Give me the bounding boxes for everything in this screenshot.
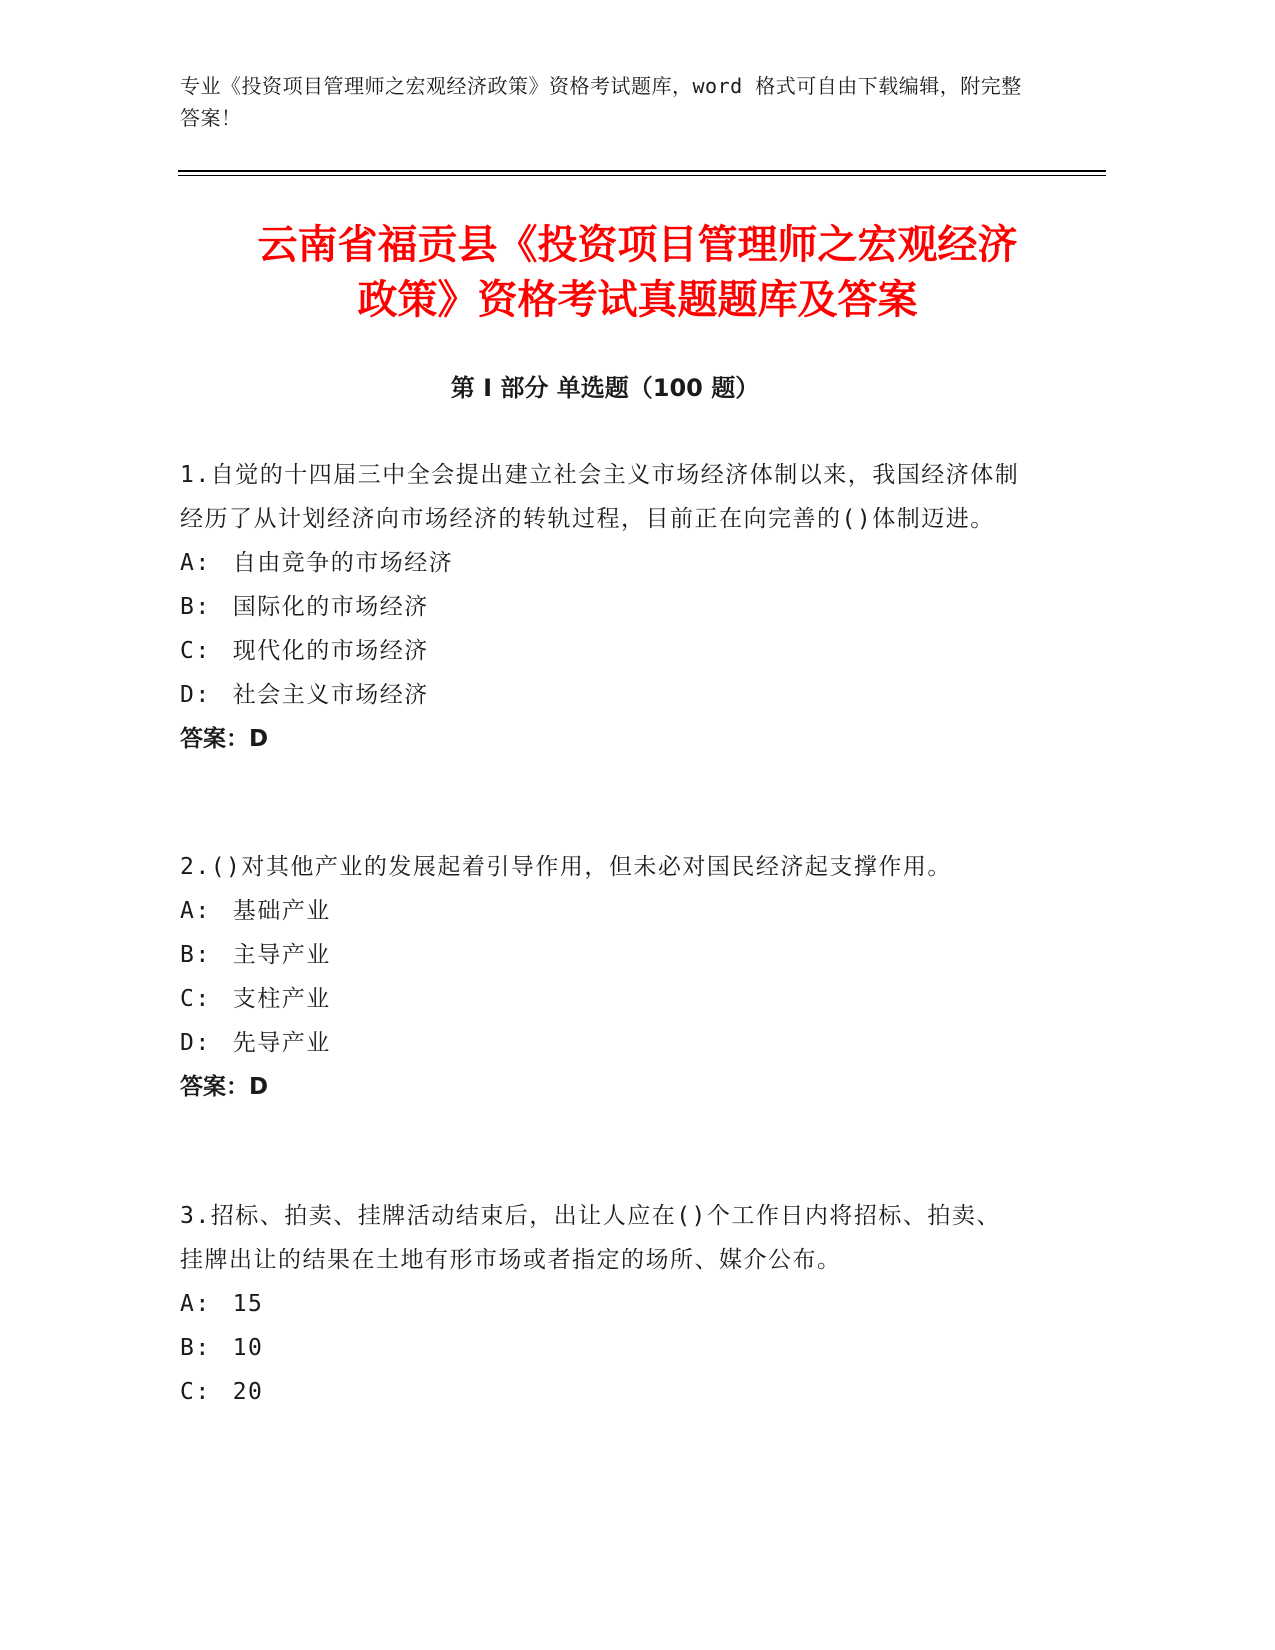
question-stem: 2.()对其他产业的发展起着引导作用，但未必对国民经济起支撑作用。 <box>180 854 952 880</box>
header-note: 专业《投资项目管理师之宏观经济政策》资格考试题库，word 格式可自由下载编辑，附完整答案！ <box>180 74 1022 130</box>
question-option-b <box>180 1326 1020 1370</box>
option-key: D: <box>180 682 211 708</box>
question-3 <box>180 1194 1020 1414</box>
question-option-b <box>180 933 1020 977</box>
question-1 <box>180 453 1020 761</box>
document-title-line-1: 云南省福贡县《投资项目管理师之宏观经济 <box>257 222 1018 268</box>
question-stem: 3.招标、拍卖、挂牌活动结束后，出让人应在()个工作日内将招标、拍卖、挂牌出让的结果在土地有形市场或者指定的场所、媒介公布。 <box>180 1203 1001 1273</box>
option-text: 15 <box>232 1291 264 1317</box>
question-stem: 1.自觉的十四届三中全会提出建立社会主义市场经济体制以来，我国经济体制经历了从计划经济向市场经济的转轨过程，目前正在向完善的()体制迈进。 <box>180 462 1020 532</box>
answer-prefix: 答案： <box>180 1074 249 1100</box>
option-key: B: <box>180 942 211 968</box>
option-text: 社会主义市场经济 <box>232 682 429 708</box>
header-divider-thick <box>178 170 1106 172</box>
option-text: 现代化的市场经济 <box>232 638 429 664</box>
option-key: A: <box>180 898 211 924</box>
option-text: 支柱产业 <box>232 986 331 1012</box>
option-key: C: <box>180 986 211 1012</box>
question-option-c <box>180 977 1020 1021</box>
option-text: 基础产业 <box>232 898 331 924</box>
question-option-c <box>180 629 1020 673</box>
option-key: D: <box>180 1030 211 1056</box>
document-title-line-2: 政策》资格考试真题题库及答案 <box>357 277 918 323</box>
option-text: 主导产业 <box>232 942 331 968</box>
question-option-a <box>180 1282 1020 1326</box>
option-text: 先导产业 <box>232 1030 331 1056</box>
option-text: 自由竞争的市场经济 <box>232 550 454 576</box>
option-key: C: <box>180 638 211 664</box>
option-key: A: <box>180 550 211 576</box>
option-key: C: <box>180 1379 211 1405</box>
question-option-b <box>180 585 1020 629</box>
question-option-d <box>180 1021 1020 1065</box>
section-heading: 第 I 部分 单选题（100 题） <box>450 374 760 402</box>
option-key: B: <box>180 594 211 620</box>
question-option-c <box>180 1370 1020 1414</box>
document-title <box>170 218 1105 328</box>
option-text: 20 <box>232 1379 264 1405</box>
option-key: B: <box>180 1335 211 1361</box>
question-option-d <box>180 673 1020 717</box>
answer-value: D <box>249 726 269 752</box>
question-option-a <box>180 541 1020 585</box>
question-option-a <box>180 889 1020 933</box>
option-text: 10 <box>232 1335 264 1361</box>
answer-prefix: 答案： <box>180 726 249 752</box>
header-divider-thin <box>178 175 1106 176</box>
question-2 <box>180 845 1020 1109</box>
option-key: A: <box>180 1291 211 1317</box>
question-answer <box>180 1065 1020 1109</box>
answer-value: D <box>249 1074 269 1100</box>
option-text: 国际化的市场经济 <box>232 594 429 620</box>
question-answer <box>180 717 1020 761</box>
